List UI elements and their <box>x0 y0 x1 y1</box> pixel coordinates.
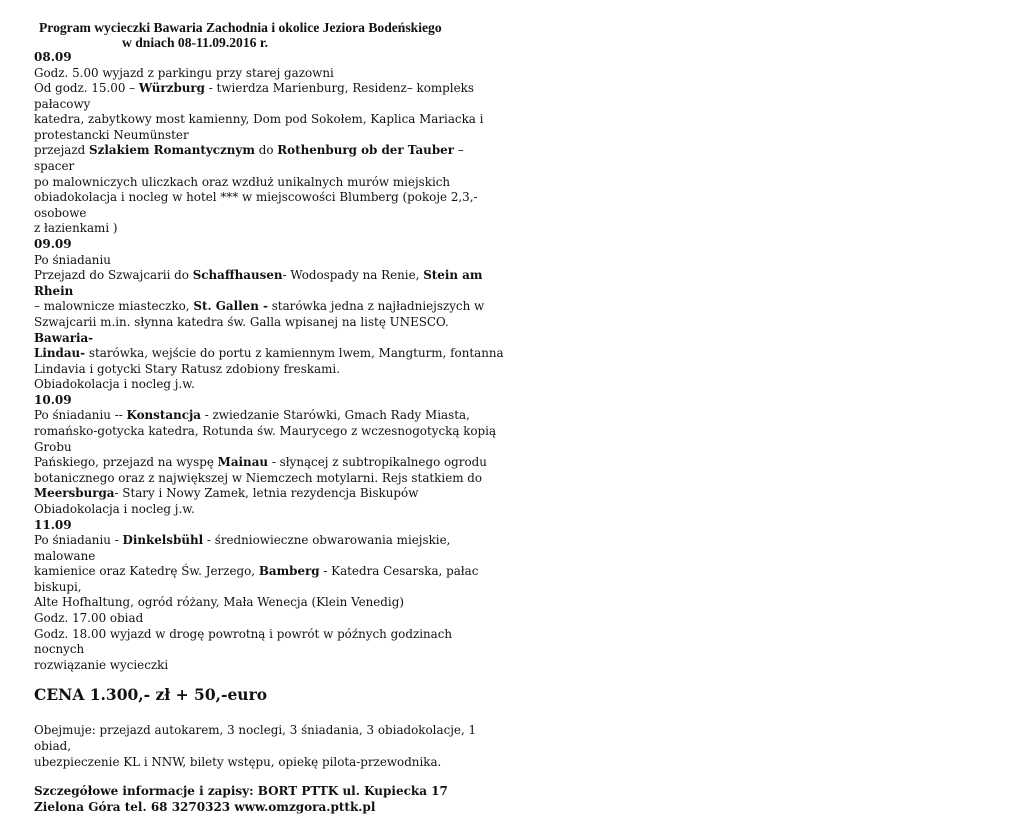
place-name: Bamberg <box>258 564 320 579</box>
text-segment: Po śniadaniu <box>34 252 111 267</box>
text-segment: Lindavia i gotycki Stary Ratusz zdobiony freskami. <box>34 361 340 376</box>
itinerary-line <box>34 455 504 471</box>
place-name: Rothenburg ob der Tauber <box>277 143 454 158</box>
itinerary-line <box>34 112 504 128</box>
text-segment: po malowniczych uliczkach oraz wzdłuż unikalnych murów miejskich <box>34 174 451 189</box>
includes-line: Obejmuje: przejazd autokarem, 3 noclegi, 3 śniadania, 3 obiadokolacje, 1 obiad, <box>34 723 477 753</box>
text-segment: Obiadokolacja i nocleg j.w. <box>34 377 195 392</box>
text-segment: kamienice oraz Katedrę Św. Jerzego, <box>34 564 259 579</box>
text-segment: Szwajcarii m.in. słynna katedra św. Galla wpisanej na listę UNESCO. <box>34 314 449 329</box>
itinerary-line <box>34 627 504 658</box>
text-segment: romańsko-gotycka katedra, Rotunda św. Maurycego z wczesnogotycką kopią Grobu <box>34 423 497 454</box>
place-name: St. Gallen - <box>193 299 268 314</box>
itinerary-line <box>34 362 504 378</box>
place-name: Dinkelsbühl <box>122 533 204 548</box>
itinerary-line <box>34 175 504 191</box>
itinerary-line <box>34 190 504 221</box>
place-name: Meersburga <box>34 486 115 501</box>
day-date: 10.09 <box>34 392 72 407</box>
text-segment: starówka, wejście do portu z kamiennym lwem, Mangturm, fontanna <box>85 346 504 361</box>
text-segment: starówka jedna z najładniejszych w <box>267 299 485 314</box>
place-name: Lindau- <box>34 346 86 361</box>
text-segment: Od godz. 15.00 – <box>34 81 139 96</box>
place-name: Konstancja <box>126 408 201 423</box>
text-segment: - Wodospady na Renie, <box>282 268 424 283</box>
price-line: CENA 1.300,- zł + 50,-euro <box>34 685 268 705</box>
text-segment: Po śniadaniu -- <box>34 408 127 423</box>
text-segment: - Katedra Cesarska, pałac biskupi, <box>34 564 479 594</box>
text-segment: botanicznego oraz z największej w Niemczech motylarni. Rejs statkiem do <box>34 470 483 485</box>
itinerary-line <box>34 315 504 346</box>
day-date: 08.09 <box>34 50 72 64</box>
text-segment: Godz. 5.00 wyjazd z parkingu przy starej gazowni <box>34 65 334 80</box>
place-name: Schaffhausen <box>192 268 283 283</box>
itinerary-line <box>34 81 504 112</box>
program-document <box>34 20 504 815</box>
title-line-1: Program wycieczki Bawaria Zachodnia i okolice Jeziora Bodeńskiego <box>39 20 442 35</box>
itinerary-line <box>34 564 504 595</box>
itinerary-line <box>34 221 504 237</box>
itinerary-line <box>34 143 504 174</box>
text-segment: Godz. 17.00 obiad <box>34 611 144 625</box>
itinerary-line <box>34 595 504 611</box>
itinerary-line <box>34 471 504 487</box>
text-segment: - twierdza Marienburg, Residenz– kompleks pałacowy <box>34 81 474 111</box>
place-name: Szlakiem Romantycznym <box>89 143 255 158</box>
text-segment: przejazd <box>34 143 90 158</box>
itinerary-line <box>34 377 504 393</box>
itinerary <box>34 50 504 673</box>
itinerary-line <box>34 486 504 502</box>
text-segment: Godz. 18.00 wyjazd w drogę powrotną i powrót w późnych godzinach nocnych <box>34 626 453 657</box>
itinerary-line <box>34 658 504 674</box>
itinerary-line <box>34 533 504 564</box>
text-segment: Pańskiego, przejazd na wyspę <box>34 455 218 470</box>
place-name: Mainau <box>217 455 269 470</box>
text-segment: - Stary i Nowy Zamek, letnia rezydencja Biskupów <box>114 486 419 501</box>
text-segment: protestancki Neumünster <box>34 127 189 142</box>
itinerary-line <box>34 346 504 362</box>
text-segment: – malownicze miasteczko, <box>34 299 194 314</box>
itinerary-line <box>34 502 504 518</box>
itinerary-line <box>34 66 504 82</box>
day-date: 09.09 <box>34 237 72 252</box>
day-date: 11.09 <box>34 517 72 532</box>
includes-section <box>34 723 504 770</box>
text-segment: rozwiązanie wycieczki <box>34 657 169 672</box>
itinerary-line <box>34 299 504 315</box>
itinerary-line <box>34 408 504 424</box>
text-segment: obiadokolacja i nocleg w hotel *** w miejscowości Blumberg (pokoje 2,3,-osobowe <box>34 190 478 220</box>
contact-line: Szczegółowe informacje i zapisy: BORT PTTK ul. Kupiecka 17 <box>34 784 448 799</box>
place-name: Stein am Rhein <box>34 268 483 298</box>
text-segment: do <box>254 143 278 158</box>
document-title <box>34 20 504 50</box>
text-segment: z łazienkami ) <box>34 221 118 236</box>
place-name: Bawaria- <box>34 330 94 345</box>
itinerary-line <box>34 611 504 627</box>
text-segment: Obiadokolacja i nocleg j.w. <box>34 501 195 516</box>
text-segment: - średniowieczne obwarowania miejskie, malowane <box>34 533 451 563</box>
text-segment: - zwiedzanie Starówki, Gmach Rady Miasta, <box>200 408 470 423</box>
text-segment: Przejazd do Szwajcarii do <box>34 268 193 283</box>
title-line-2: w dniach 08-11.09.2016 r. <box>122 35 269 50</box>
itinerary-line <box>34 268 504 299</box>
itinerary-line <box>34 253 504 269</box>
text-segment: katedra, zabytkowy most kamienny, Dom pod Sokołem, Kaplica Mariacka i <box>34 112 484 127</box>
place-name: Würzburg <box>138 81 205 96</box>
contact-section <box>34 784 504 815</box>
itinerary-line <box>34 128 504 144</box>
text-segment: – spacer <box>34 143 464 174</box>
text-segment: Po śniadaniu - <box>34 533 123 548</box>
text-segment: - słynącej z subtropikalnego ogrodu <box>268 455 487 470</box>
text-segment: Alte Hofhaltung, ogród różany, Mała Wenecja (Klein Venedig) <box>34 595 404 610</box>
includes-line: ubezpieczenie KL i NNW, bilety wstępu, opiekę pilota-przewodnika. <box>34 754 442 769</box>
contact-line: Zielona Góra tel. 68 3270323 www.omzgora.pttk.pl <box>34 799 376 814</box>
itinerary-line <box>34 424 504 455</box>
